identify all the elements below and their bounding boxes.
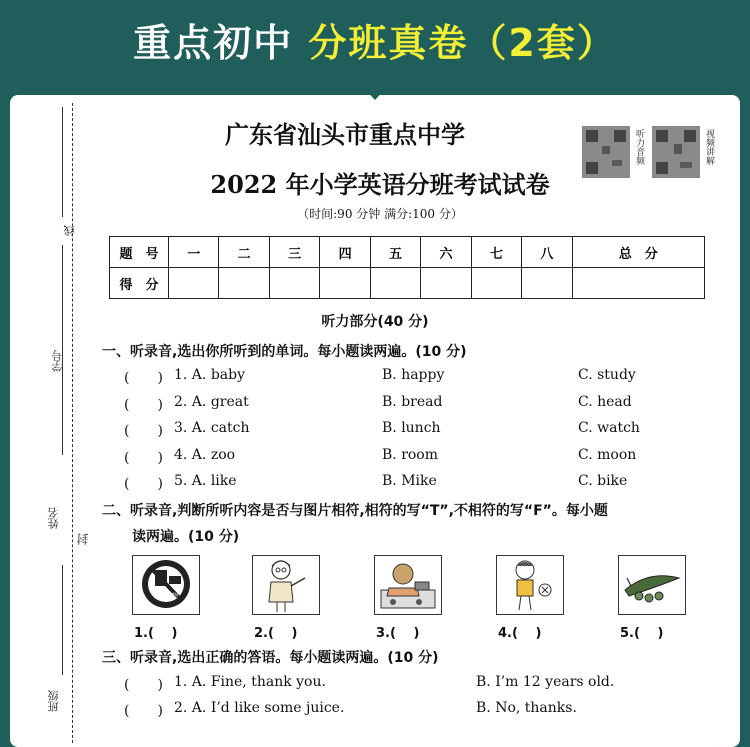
- score-table-score-row: [110, 268, 705, 299]
- q3-option-c: C. watch: [578, 420, 640, 436]
- picture-caption-1[interactable]: 1.( ): [134, 626, 178, 641]
- sign-text: 禁止食物: [153, 593, 179, 600]
- exam-paper: [10, 95, 740, 747]
- side-blank-line: [62, 107, 63, 217]
- q3-option-b: B. lunch: [382, 420, 441, 436]
- q2-option-b: B. bread: [382, 394, 443, 410]
- section3-title: 三、听录音,选出正确的答语。每小题读两遍。(10 分): [102, 650, 439, 666]
- section1-title: 一、听录音,选出你所听到的单词。每小题读两遍。(10 分): [102, 344, 467, 360]
- score-col: 一: [169, 237, 219, 268]
- score-cell: [421, 268, 471, 299]
- score-cell: [471, 268, 521, 299]
- side-blank-line: [62, 565, 63, 675]
- listening-section-header: 听力部分(40 分): [321, 314, 429, 330]
- picture-caption-5[interactable]: 5.( ): [620, 626, 664, 641]
- answer-paren[interactable]: ( ): [124, 450, 163, 466]
- q1-option-c: C. study: [578, 367, 636, 383]
- picture-no-food-sign: [132, 555, 200, 615]
- answer-paren[interactable]: ( ): [124, 370, 163, 386]
- picture-boy-at-desk: [374, 555, 442, 615]
- score-col: 三: [269, 237, 319, 268]
- q3-option-a: 3. A. catch: [174, 420, 250, 436]
- answer-paren[interactable]: ( ): [124, 397, 163, 413]
- picture-caption-4[interactable]: 4.( ): [498, 626, 542, 641]
- answer-paren[interactable]: ( ): [124, 703, 163, 719]
- score-cell: [169, 268, 219, 299]
- banner-title-part1: 重点初中: [133, 21, 294, 65]
- q2-option-c: C. head: [578, 394, 632, 410]
- score-col: 六: [421, 237, 471, 268]
- side-label-xian: 线: [63, 225, 76, 236]
- score-cell: [269, 268, 319, 299]
- header-banner: [0, 0, 750, 78]
- picture-peas: [618, 555, 686, 615]
- section2-title: 二、听录音,判断所听内容是否与图片相符,相符的写“T”,不相符的写“F”。每小题: [102, 503, 608, 519]
- q5-option-b: B. Mike: [382, 473, 437, 489]
- exam-time-score: （时间:90 分钟 满分:100 分）: [297, 207, 463, 221]
- qr-label-audio: 听力音频: [634, 129, 644, 165]
- q1-option-b: B. happy: [382, 367, 445, 383]
- score-col: 四: [320, 237, 370, 268]
- score-table: [109, 236, 705, 299]
- q2-option-a: 2. A. great: [174, 394, 249, 410]
- qr-code-video[interactable]: [652, 126, 700, 178]
- section2-title-cont: 读两遍。(10 分): [132, 529, 240, 545]
- q4-option-c: C. moon: [578, 447, 637, 463]
- s3-q2-option-b: B. No, thanks.: [476, 700, 577, 716]
- side-label-banji: 班级: [47, 690, 60, 712]
- side-blank-line: [62, 245, 63, 455]
- score-col: 二: [219, 237, 269, 268]
- picture-caption-2[interactable]: 2.( ): [254, 626, 298, 641]
- side-label-feng: 封: [76, 533, 90, 545]
- score-col: 总 分: [572, 237, 704, 268]
- score-cell: [522, 268, 572, 299]
- score-col: 五: [370, 237, 420, 268]
- s3-q1-option-b: B. I’m 12 years old.: [476, 674, 615, 690]
- score-row-label: 题 号: [110, 237, 169, 268]
- answer-paren[interactable]: ( ): [124, 677, 163, 693]
- banner-notch: [353, 76, 397, 100]
- score-table-header-row: [110, 237, 705, 268]
- banner-title-count: （2套）: [468, 21, 617, 65]
- q4-option-a: 4. A. zoo: [174, 447, 236, 463]
- binding-line: [72, 103, 73, 743]
- score-cell: [572, 268, 704, 299]
- picture-boy-with-ball: [496, 555, 564, 615]
- q5-option-c: C. bike: [578, 473, 628, 489]
- score-cell: [370, 268, 420, 299]
- picture-teacher: [252, 555, 320, 615]
- answer-paren[interactable]: ( ): [124, 423, 163, 439]
- answer-paren[interactable]: ( ): [124, 476, 163, 492]
- picture-caption-3[interactable]: 3.( ): [376, 626, 420, 641]
- score-col: 七: [471, 237, 521, 268]
- exam-title: 2022 年小学英语分班考试试卷: [210, 170, 550, 199]
- s3-q2-option-a: 2. A. I’d like some juice.: [174, 700, 345, 716]
- qr-label-video: 视频讲解: [704, 129, 714, 165]
- banner-title: [0, 12, 750, 67]
- q4-option-b: B. room: [382, 447, 439, 463]
- side-label-xingming: 姓名: [47, 507, 60, 529]
- q5-option-a: 5. A. like: [174, 473, 237, 489]
- score-col: 八: [522, 237, 572, 268]
- banner-title-highlight: 分班真卷: [308, 21, 469, 65]
- s3-q1-option-a: 1. A. Fine, thank you.: [174, 674, 326, 690]
- score-cell: [219, 268, 269, 299]
- score-row-label: 得 分: [110, 268, 169, 299]
- qr-code-audio[interactable]: [582, 126, 630, 178]
- q1-option-a: 1. A. baby: [174, 367, 245, 383]
- score-cell: [320, 268, 370, 299]
- exam-school-title: 广东省汕头市重点中学: [225, 120, 465, 149]
- side-label-xuehao: 学号: [51, 350, 64, 372]
